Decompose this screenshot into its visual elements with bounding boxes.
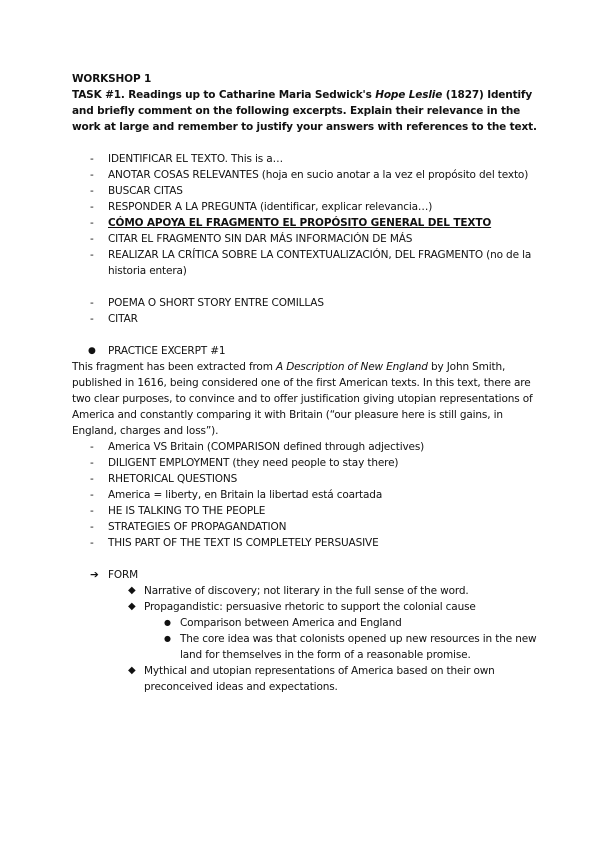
list-item — [72, 247, 542, 279]
list-item — [72, 215, 542, 231]
list-item — [72, 151, 542, 167]
list-item — [144, 615, 542, 631]
form-list — [72, 583, 542, 695]
steps-list — [72, 151, 542, 279]
list-item-text: America = liberty, en Britain la libertad está coartada — [108, 489, 383, 501]
dash-icon: - — [90, 217, 94, 229]
list-item — [72, 535, 542, 551]
form-heading — [72, 567, 542, 583]
list-item — [72, 231, 542, 247]
task-suffix: (1827) — [442, 89, 484, 101]
dash-icon: - — [90, 457, 94, 469]
bullet-icon: ● — [164, 634, 171, 643]
list-item-text: Mythical and utopian representations of America based on their own preconceived ideas and expectations. — [144, 665, 495, 693]
task-prefix: TASK #1. Readings up to Catharine Maria Sedwick's — [72, 89, 376, 101]
dash-icon: - — [90, 473, 94, 485]
practice-title: PRACTICE EXCERPT #1 — [108, 345, 226, 357]
arrow-right-icon: ➔ — [90, 569, 99, 581]
dash-icon: - — [90, 297, 94, 309]
list-item-text: IDENTIFICAR EL TEXTO. This is a… — [108, 153, 283, 165]
list-item-text: THIS PART OF THE TEXT IS COMPLETELY PERSUASIVE — [108, 537, 379, 549]
list-item-text: RESPONDER A LA PREGUNTA (identificar, explicar relevancia…) — [108, 201, 433, 213]
practice-heading — [72, 343, 542, 359]
practice-points — [72, 439, 542, 551]
list-item-text: Propagandistic: persuasive rhetoric to support the colonial cause — [144, 601, 476, 613]
practice-paragraph — [72, 359, 542, 439]
list-item-text: CITAR — [108, 313, 138, 325]
dash-icon: - — [90, 153, 94, 165]
dash-icon: - — [90, 169, 94, 181]
list-item — [72, 455, 542, 471]
steps-list-2 — [72, 295, 542, 327]
list-item-text: STRATEGIES OF PROPAGANDATION — [108, 521, 287, 533]
list-item — [72, 295, 542, 311]
diamond-icon: ◆ — [128, 601, 136, 612]
dash-icon: - — [90, 441, 94, 453]
form-title: FORM — [108, 569, 139, 581]
list-item — [72, 439, 542, 455]
task-line — [72, 87, 542, 135]
source-title: A Description of New England — [275, 361, 428, 373]
dash-icon: - — [90, 489, 94, 501]
dash-icon: - — [90, 505, 94, 517]
list-item-emphasis: CÓMO APOYA EL FRAGMENTO EL PROPÓSITO GENERAL DEL TEXTO — [108, 217, 492, 229]
list-item-text: REALIZAR LA CRÍTICA SOBRE LA CONTEXTUALIZACIÓN, DEL FRAGMENTO (no de la historia entera) — [108, 249, 532, 277]
dash-icon: - — [90, 185, 94, 197]
spacer — [72, 279, 542, 295]
list-item — [72, 199, 542, 215]
list-item — [72, 167, 542, 183]
dash-icon: - — [90, 521, 94, 533]
bullet-icon: ● — [88, 346, 96, 356]
list-item — [72, 487, 542, 503]
list-item-text: DILIGENT EMPLOYMENT (they need people to stay there) — [108, 457, 399, 469]
list-item-text: Comparison between America and England — [180, 617, 402, 629]
list-item — [72, 471, 542, 487]
list-item-text: ANOTAR COSAS RELEVANTES (hoja en sucio anotar a la vez el propósito del texto) — [108, 169, 529, 181]
list-item-text: CITAR EL FRAGMENTO SIN DAR MÁS INFORMACIÓN DE MÁS — [108, 233, 413, 245]
list-item — [72, 311, 542, 327]
dash-icon: - — [90, 249, 94, 261]
list-item-text: HE IS TALKING TO THE PEOPLE — [108, 505, 266, 517]
list-item — [72, 503, 542, 519]
diamond-icon: ◆ — [128, 585, 136, 596]
paragraph-text: This fragment has been extracted from — [72, 361, 276, 373]
bullet-icon: ● — [164, 618, 171, 627]
list-item — [72, 519, 542, 535]
title-block — [72, 71, 542, 135]
list-item — [72, 599, 542, 663]
task-book-title: Hope Leslie — [375, 89, 443, 101]
dash-icon: - — [90, 233, 94, 245]
list-item-text: The core idea was that colonists opened up new resources in the new land for themselves in the form of a reasonable promise. — [180, 633, 537, 661]
list-item-text: America VS Britain (COMPARISON defined through adjectives) — [108, 441, 425, 453]
dash-icon: - — [90, 201, 94, 213]
list-item-text: POEMA O SHORT STORY ENTRE COMILLAS — [108, 297, 324, 309]
task-instructions: Identify and briefly comment on the following excerpts. Explain their relevance in the work at large and remember to justify your answers with references to the text. — [72, 89, 537, 133]
workshop-heading: WORKSHOP 1 — [72, 73, 152, 85]
diamond-icon: ◆ — [128, 665, 136, 676]
list-item — [72, 583, 542, 599]
document-body — [72, 71, 542, 695]
form-sublist — [144, 615, 542, 663]
list-item — [144, 631, 542, 663]
dash-icon: - — [90, 537, 94, 549]
list-item-text: BUSCAR CITAS — [108, 185, 183, 197]
list-item — [72, 183, 542, 199]
spacer — [72, 327, 542, 343]
dash-icon: - — [90, 313, 94, 325]
list-item — [72, 663, 542, 695]
list-item-text: RHETORICAL QUESTIONS — [108, 473, 238, 485]
list-item-text: Narrative of discovery; not literary in the full sense of the word. — [144, 585, 469, 597]
paragraph-text: by John Smith, published in 1616, being considered one of the first American texts. In this text, there are two clear purposes, to convince and to offer justification giving utopian representations of America and constantly comparing it with Britain (“our pleasure here is still gains, in England, charges and loss”). — [72, 361, 533, 437]
